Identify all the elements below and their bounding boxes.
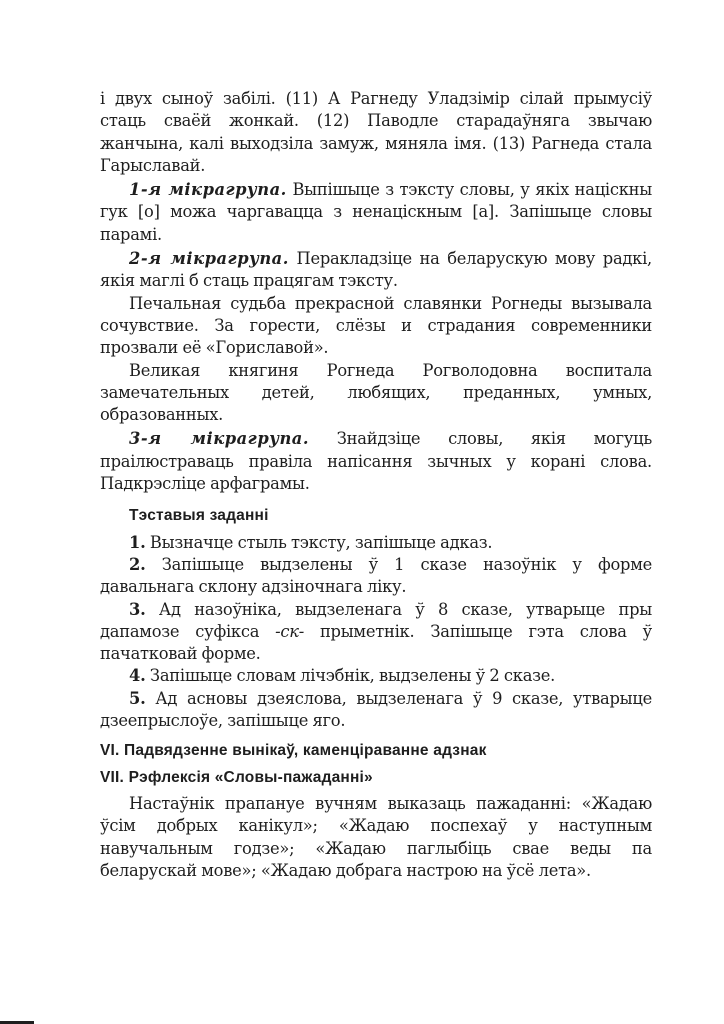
test-task-number: 3.: [129, 599, 146, 619]
microgroup-3-label: 3-я мікрагрупа.: [129, 429, 310, 449]
test-task-3: [100, 599, 652, 666]
test-task-text: Запішыце словам лічэбнік, выдзелены ў 2 сказе.: [145, 666, 556, 686]
microgroup-3-text: Знайдзіце словы, якія могуць праілюстраваць правіла напісання зычных у корані слова. Падкрэсліце арфаграмы.: [100, 429, 652, 494]
test-task-text: Ад асновы дзеяслова, выдзеленага ў 9 сказе, утварыце дзеепрыслоўе, запішыце яго.: [100, 688, 652, 731]
test-task-4: [100, 665, 652, 687]
test-task-text: Запішыце выдзелены ў 1 сказе назоўнік у форме давальнага склону адзіночнага ліку.: [100, 554, 652, 597]
test-task-5: [100, 688, 652, 733]
microgroup-3-task: [100, 428, 652, 495]
text-continuation: і двух сыноў забілі. (11) А Рагнеду Уладзімір сілай прымусіў стаць сваёй жонкай. (12) Паводле старадаўняга звычаю жанчына, калі выходзіла замуж, мяняла імя. (13) Рагнеда стала Гарыславай.: [100, 89, 652, 175]
russian-passage-1: Печальная судьба прекрасной славянки Рогнеды вызывала сочувствие. За горести, слёзы и страдания современники прозвали её «Гориславой».: [100, 293, 652, 358]
suffix-example: -ск-: [275, 621, 304, 641]
test-task-number: 1.: [129, 532, 146, 552]
closing-paragraph: Настаўнік прапануе вучням выказаць пажаданні: «Жадаю ўсім добрых канікул»; «Жадаю поспехаў у наступным навучальным годзе»; «Жадаю паглыбіць свае веды па беларускай мове»; «Жадаю добрага настрою на ўсё лета».: [100, 793, 652, 880]
test-task-number: 4.: [129, 666, 146, 686]
test-task-2: [100, 554, 652, 599]
microgroup-1-label: 1-я мікрагрупа.: [129, 180, 287, 200]
test-tasks-heading: Тэставыя заданні: [129, 507, 269, 525]
russian-passage-2: Великая княгиня Рогнеда Рогволодовна воспитала замечательных детей, любящих, преданных, умных, образованных.: [100, 360, 652, 425]
microgroup-1-task: [100, 179, 652, 246]
microgroup-1-text: Выпішыце з тэксту словы, у якіх націскны гук [о] можа чаргавацца з ненацiскным [а]. Запішыце словы парамі.: [100, 180, 652, 244]
microgroup-2-task: [100, 248, 652, 293]
test-task-text: Ад назоўніка, выдзеленага ў 8 сказе, утварыце пры дапамозе суфікса: [100, 599, 652, 641]
test-task-number: 5.: [129, 688, 146, 708]
microgroup-2-label: 2-я мікрагрупа.: [129, 249, 289, 269]
test-task-text: прыметнік. Запішыце гэта слова ў пачатковай форме.: [100, 621, 652, 664]
test-task-1: [100, 532, 652, 554]
page-content: [100, 88, 652, 882]
section-6-heading: VI. Падвядзенне вынікаў, каменціраванне адзнак: [100, 742, 487, 760]
test-task-text: Вызначце стыль тэксту, запішыце адказ.: [145, 532, 493, 552]
section-7-heading: VII. Рэфлексія «Словы-пажаданні»: [100, 768, 373, 786]
microgroup-2-text: Перакладзіце на беларускую мову радкі, якія маглі б стаць працягам тэксту.: [100, 249, 652, 291]
test-task-number: 2.: [129, 554, 146, 574]
